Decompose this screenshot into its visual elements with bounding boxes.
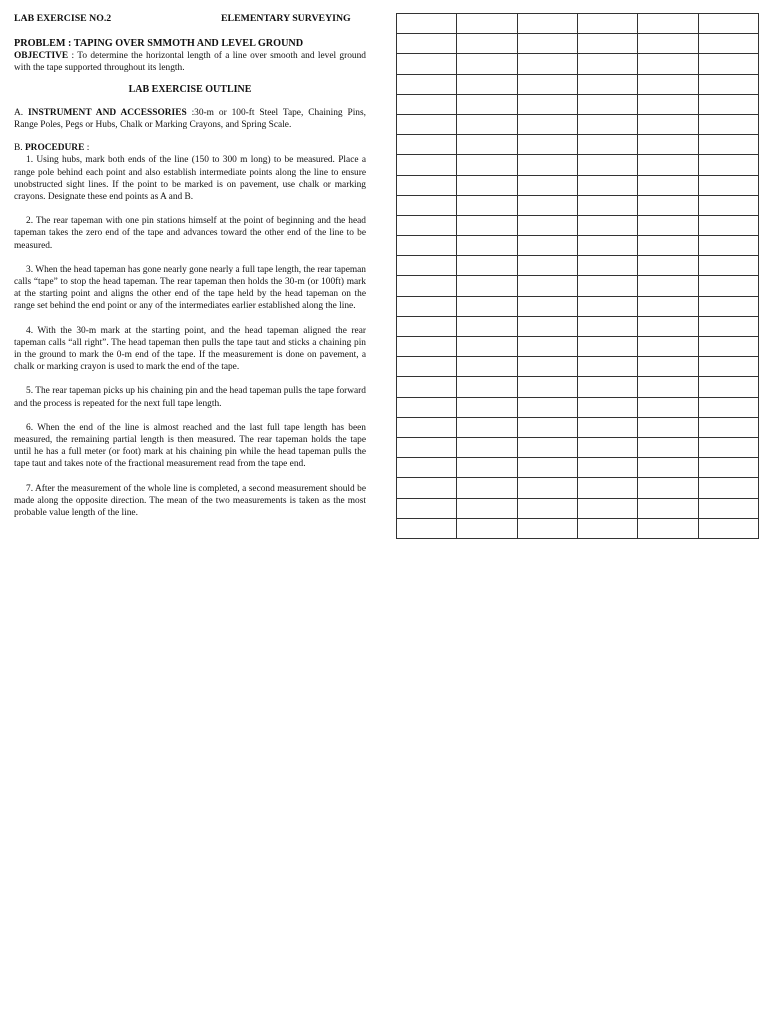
table-cell [577,155,637,175]
table-cell [457,175,517,195]
table-cell [517,397,577,417]
table-cell [517,458,577,478]
table-cell [517,276,577,296]
table-cell [638,377,698,397]
table-cell [397,478,457,498]
table-cell [698,94,758,114]
table-cell [517,195,577,215]
table-cell [698,498,758,518]
table-cell [577,437,637,457]
table-cell [577,34,637,54]
table-cell [397,114,457,134]
table-cell [698,114,758,134]
table-row [397,518,759,538]
table-cell [698,14,758,34]
table-cell [638,135,698,155]
table-row [397,276,759,296]
table-cell [577,14,637,34]
table-cell [457,397,517,417]
table-cell [517,316,577,336]
problem-statement: PROBLEM : TAPING OVER SMMOTH AND LEVEL GROUND [14,38,304,49]
table-row [397,195,759,215]
table-cell [638,337,698,357]
table-row [397,417,759,437]
procedure-step [14,325,366,374]
objective-label: OBJECTIVE [14,51,69,62]
table-cell [517,337,577,357]
instrument-prefix: A. [14,107,29,118]
table-row [397,498,759,518]
table-cell [397,377,457,397]
table-cell [698,236,758,256]
document-header [14,13,366,27]
table-cell [457,114,517,134]
table-row [397,236,759,256]
table-cell [397,397,457,417]
table-cell [638,458,698,478]
table-cell [638,155,698,175]
table-cell [457,518,517,538]
table-cell [638,478,698,498]
procedure-step [14,385,366,409]
table-row [397,256,759,276]
table-cell [638,296,698,316]
objective [14,50,366,74]
table-cell [457,14,517,34]
table-cell [397,94,457,114]
table-cell [397,498,457,518]
table-cell [638,114,698,134]
table-cell [397,417,457,437]
table-cell [457,195,517,215]
table-cell [698,155,758,175]
table-cell [517,215,577,235]
table-cell [397,316,457,336]
table-cell [577,175,637,195]
table-cell [457,316,517,336]
table-cell [638,276,698,296]
table-cell [397,175,457,195]
procedure-step [14,483,366,520]
table-cell [397,195,457,215]
table-row [397,478,759,498]
table-cell [457,256,517,276]
table-row [397,215,759,235]
table-cell [397,518,457,538]
table-cell [638,316,698,336]
table-cell [698,458,758,478]
table-cell [397,14,457,34]
procedure-suffix: : [84,143,90,154]
table-row [397,54,759,74]
table-row [397,175,759,195]
table-cell [698,256,758,276]
exercise-number: LAB EXERCISE NO.2 [14,13,112,24]
table-cell [638,236,698,256]
table-cell [577,518,637,538]
table-cell [517,175,577,195]
table-row [397,14,759,34]
table-row [397,357,759,377]
lab-document [14,13,366,519]
table-cell [577,357,637,377]
procedure-step-text: 2. The rear tapeman with one pin stations himself at the point of beginning and the head tapeman takes the zero end of the tape and advances toward the other end of the line to be measured. [14,216,366,251]
table-cell [397,34,457,54]
table-cell [457,34,517,54]
table-cell [457,377,517,397]
table-cell [638,54,698,74]
table-cell [577,276,637,296]
table-row [397,74,759,94]
table-cell [638,498,698,518]
table-cell [457,417,517,437]
table-cell [457,458,517,478]
data-table-body [397,14,759,539]
procedure-step-text: 7. After the measurement of the whole line is completed, a second measurement should be made along the opposite direction. The mean of the two measurements is taken as the most probable value length of the line. [14,483,366,519]
instrument-label: INSTRUMENT AND ACCESSORIES [28,107,187,118]
table-cell [698,518,758,538]
table-cell [457,478,517,498]
procedure-step-text: 5. The rear tapeman picks up his chaining pin and the head tapeman pulls the tape forward and the process is repeated for the next full tape length. [14,386,366,409]
table-cell [517,296,577,316]
table-row [397,94,759,114]
table-cell [457,337,517,357]
table-row [397,114,759,134]
table-cell [577,498,637,518]
table-cell [698,175,758,195]
table-cell [517,357,577,377]
table-cell [698,417,758,437]
table-cell [638,14,698,34]
procedure-prefix: B. [14,143,25,154]
table-cell [638,437,698,457]
table-cell [638,518,698,538]
table-cell [577,397,637,417]
table-cell [517,417,577,437]
table-cell [397,296,457,316]
table-cell [698,337,758,357]
table-row [397,437,759,457]
procedure-label: PROCEDURE [24,143,85,154]
table-cell [577,256,637,276]
table-cell [698,478,758,498]
table-cell [517,478,577,498]
table-cell [698,34,758,54]
procedure-step-text: 3. When the head tapeman has gone nearly gone nearly a full tape length, the rear tapeman calls “tape” to stop the head tapeman. The rear tapeman then holds the 30-m (or 100ft) mark at the starting point and aligns the other end of the tape held by the head tapeman on the range set behind the end point or any of the intermediates earlier established along the line. [14,264,366,312]
table-cell [698,276,758,296]
table-cell [517,114,577,134]
table-cell [457,155,517,175]
table-cell [638,175,698,195]
table-row [397,34,759,54]
table-cell [638,34,698,54]
table-cell [577,478,637,498]
table-cell [397,236,457,256]
procedure-step [14,422,366,471]
table-cell [577,377,637,397]
table-row [397,135,759,155]
table-cell [638,195,698,215]
table-cell [698,437,758,457]
procedure-step-text: 1. Using hubs, mark both ends of the line (150 to 300 m long) to be measured. Place a range pole behind each point and also establish intermediate points along the line to ensure unobstructed sight lines. If the point to be marked is on pavement, use chalk or marking crayons. Designate these end points as A and B. [14,155,366,203]
table-cell [397,437,457,457]
table-cell [698,357,758,377]
table-cell [698,54,758,74]
objective-text: : To determine the horizontal length of a line over smooth and level ground with the tape supported throughout its length. [14,51,366,74]
table-row [397,377,759,397]
table-cell [577,114,637,134]
table-cell [397,357,457,377]
table-cell [397,155,457,175]
table-cell [457,437,517,457]
table-row [397,316,759,336]
table-cell [457,276,517,296]
procedure-step [14,264,366,313]
procedure-step-text: 6. When the end of the line is almost reached and the last full tape length has been measured, the remaining partial length is then measured. The rear tapeman holds the tape until he has a full meter (or foot) mark at his chaining pin while the head tapeman pulls the tape taut and takes note of the fractional measurement read from the tape end. [14,422,366,470]
table-cell [577,458,637,478]
table-cell [577,135,637,155]
table-row [397,397,759,417]
table-cell [698,215,758,235]
table-cell [397,337,457,357]
table-cell [577,316,637,336]
table-cell [517,437,577,457]
table-cell [457,94,517,114]
table-cell [577,195,637,215]
table-row [397,458,759,478]
table-cell [457,236,517,256]
table-cell [457,215,517,235]
table-cell [517,34,577,54]
table-cell [577,74,637,94]
course-title: ELEMENTARY SURVEYING [221,13,351,24]
table-cell [698,377,758,397]
table-cell [517,94,577,114]
table-cell [397,74,457,94]
table-cell [397,135,457,155]
table-cell [457,135,517,155]
table-cell [397,215,457,235]
table-cell [457,357,517,377]
table-cell [517,518,577,538]
table-cell [698,74,758,94]
table-cell [457,296,517,316]
table-cell [517,54,577,74]
table-cell [638,357,698,377]
data-recording-table [396,13,759,539]
table-cell [577,337,637,357]
table-cell [517,498,577,518]
table-cell [698,135,758,155]
procedure-step [14,215,366,252]
table-cell [517,256,577,276]
outline-title: LAB EXERCISE OUTLINE [128,83,252,95]
table-cell [397,458,457,478]
table-cell [577,94,637,114]
procedure-heading [14,142,366,154]
table-cell [698,397,758,417]
table-cell [577,54,637,74]
table-cell [638,256,698,276]
table-cell [397,54,457,74]
table-cell [517,135,577,155]
table-cell [397,256,457,276]
instrument-section [14,107,366,131]
table-cell [698,195,758,215]
table-cell [457,74,517,94]
table-cell [638,74,698,94]
table-cell [517,14,577,34]
table-cell [577,296,637,316]
table-cell [517,74,577,94]
table-row [397,155,759,175]
table-cell [577,236,637,256]
procedure-step [14,154,366,203]
table-cell [638,417,698,437]
table-cell [457,498,517,518]
table-row [397,296,759,316]
table-cell [517,377,577,397]
table-cell [638,94,698,114]
table-cell [698,296,758,316]
table-cell [577,215,637,235]
table-cell [698,316,758,336]
table-cell [457,54,517,74]
table-cell [638,215,698,235]
table-cell [638,397,698,417]
table-cell [517,236,577,256]
table-cell [517,155,577,175]
table-row [397,337,759,357]
table-cell [577,417,637,437]
instrument-text: :30-m or 100-ft Steel Tape, Chaining Pins, Range Poles, Pegs or Hubs, Chalk or Marking Crayons, and Spring Scale. [14,107,366,131]
table-cell [397,276,457,296]
procedure-step-text: 4. With the 30-m mark at the starting point, and the head tapeman aligned the rear tapeman calls “all right”. The head tapeman then pulls the tape taut and sticks a chaining pin in the ground to mark the 0-m end of the tape. If the measurement is done on pavement, a chalk or marking crayon is used to mark the end of the tape. [14,325,366,373]
